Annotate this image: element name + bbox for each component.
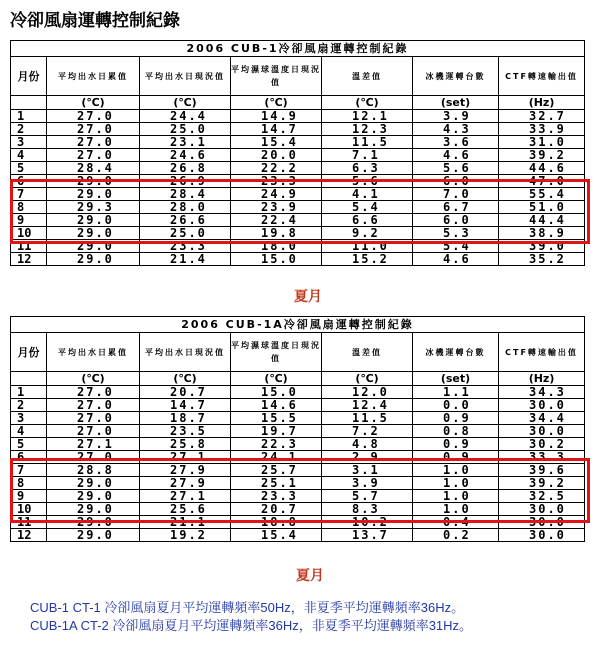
cell-avg-wet-bulb: 24.1: [231, 451, 322, 464]
cell-chiller-count: 5.6: [413, 162, 499, 175]
cell-avg-wet-bulb: 20.0: [231, 149, 322, 162]
cell-chiller-count: 1.0: [413, 490, 499, 503]
cell-avg-wet-bulb: 14.9: [231, 110, 322, 123]
header-avg-outlet-current: 平均出水日現況值: [140, 57, 231, 96]
table-row: [11, 123, 585, 136]
cell-temp-diff: 8.3: [322, 503, 413, 516]
cell-chiller-count: 4.6: [413, 253, 499, 266]
header-avg-outlet-cumulative: 平均出水日累值: [47, 57, 140, 96]
table-row: [11, 149, 585, 162]
unit-cell: (set): [413, 96, 499, 110]
cell-avg-wet-bulb: 14.7: [231, 123, 322, 136]
table-row: [11, 386, 585, 399]
unit-cell: (Hz): [499, 96, 585, 110]
cell-chiller-count: 1.0: [413, 503, 499, 516]
unit-cell: (℃): [47, 372, 140, 386]
cell-avg-outlet-current: 25.8: [140, 438, 231, 451]
header-temp-diff: 溫差值: [322, 57, 413, 96]
cell-month: 6: [11, 175, 47, 188]
cell-avg-outlet-current: 28.0: [140, 201, 231, 214]
cell-ctf-speed: 30.0: [499, 529, 585, 542]
cell-avg-outlet-cumulative: 27.0: [47, 123, 140, 136]
cell-month: 3: [11, 136, 47, 149]
cell-avg-outlet-current: 21.4: [140, 253, 231, 266]
header-ctf-speed: CTF轉速輸出值: [499, 57, 585, 96]
cell-temp-diff: 12.3: [322, 123, 413, 136]
cell-temp-diff: 7.2: [322, 425, 413, 438]
cell-avg-wet-bulb: 14.6: [231, 399, 322, 412]
cell-ctf-speed: 34.3: [499, 386, 585, 399]
page-title: 冷卻風扇運轉控制紀錄: [10, 11, 180, 31]
cell-avg-outlet-cumulative: 27.1: [47, 438, 140, 451]
cell-month: 7: [11, 464, 47, 477]
cell-avg-outlet-cumulative: 29.0: [47, 253, 140, 266]
cell-temp-diff: 12.0: [322, 386, 413, 399]
cell-temp-diff: 13.7: [322, 529, 413, 542]
cell-temp-diff: 9.2: [322, 227, 413, 240]
table-row: [11, 399, 585, 412]
cell-month: 7: [11, 188, 47, 201]
table-title: 2006 CUB-1A冷卻風扇運轉控制紀錄: [11, 317, 585, 333]
cell-avg-outlet-cumulative: 27.0: [47, 412, 140, 425]
cell-avg-wet-bulb: 15.4: [231, 529, 322, 542]
cell-chiller-count: 0.0: [413, 399, 499, 412]
cell-avg-wet-bulb: 25.1: [231, 477, 322, 490]
header-month: 月份: [11, 333, 47, 372]
cell-ctf-speed: 31.0: [499, 136, 585, 149]
cell-avg-outlet-current: 19.2: [140, 529, 231, 542]
table-row: [11, 412, 585, 425]
table-row: [11, 438, 585, 451]
cell-ctf-speed: 32.5: [499, 490, 585, 503]
cell-month: 1: [11, 110, 47, 123]
cell-avg-wet-bulb: 15.5: [231, 412, 322, 425]
cell-ctf-speed: 39.6: [499, 464, 585, 477]
cell-avg-outlet-cumulative: 27.0: [47, 110, 140, 123]
cell-ctf-speed: 33.3: [499, 451, 585, 464]
header-chiller-count: 冰機運轉台數: [413, 57, 499, 96]
unit-cell: (℃): [322, 372, 413, 386]
cell-avg-outlet-cumulative: 29.0: [47, 214, 140, 227]
cell-avg-outlet-cumulative: 29.0: [47, 227, 140, 240]
cell-chiller-count: 7.0: [413, 188, 499, 201]
cell-avg-outlet-current: 24.4: [140, 110, 231, 123]
cell-chiller-count: 3.9: [413, 110, 499, 123]
cell-month: 5: [11, 438, 47, 451]
cell-month: 9: [11, 214, 47, 227]
cell-avg-outlet-cumulative: 29.0: [47, 188, 140, 201]
cell-month: 10: [11, 227, 47, 240]
cell-ctf-speed: 39.2: [499, 149, 585, 162]
cell-avg-outlet-cumulative: 27.0: [47, 425, 140, 438]
cell-ctf-speed: 30.0: [499, 425, 585, 438]
cell-month: 2: [11, 399, 47, 412]
cell-chiller-count: 6.7: [413, 201, 499, 214]
cell-avg-outlet-cumulative: 29.0: [47, 516, 140, 529]
cell-ctf-speed: 47.0: [499, 175, 585, 188]
cell-avg-outlet-cumulative: 29.3: [47, 201, 140, 214]
unit-cell: (℃): [231, 372, 322, 386]
cell-month: 10: [11, 503, 47, 516]
header-chiller-count: 冰機運轉台數: [413, 333, 499, 372]
note-cub1: CUB-1 CT-1 冷卻風扇夏月平均運轉頻率50Hz，非夏季平均運轉頻率36Hz。: [30, 600, 465, 615]
cell-month: 5: [11, 162, 47, 175]
header-avg-outlet-current: 平均出水日現況值: [140, 333, 231, 372]
cell-temp-diff: 4.8: [322, 438, 413, 451]
cell-avg-outlet-current: 25.0: [140, 227, 231, 240]
cell-avg-wet-bulb: 15.4: [231, 136, 322, 149]
summer-highlight-box-2: [10, 458, 590, 523]
cell-chiller-count: 0.8: [413, 425, 499, 438]
cell-avg-wet-bulb: 23.3: [231, 490, 322, 503]
header-ctf-speed: CTF轉速輸出值: [499, 333, 585, 372]
cell-avg-outlet-current: 28.4: [140, 188, 231, 201]
cell-ctf-speed: 30.0: [499, 516, 585, 529]
unit-cell: (℃): [140, 372, 231, 386]
cell-avg-outlet-current: 20.7: [140, 386, 231, 399]
cell-ctf-speed: 34.4: [499, 412, 585, 425]
cell-temp-diff: 6.6: [322, 214, 413, 227]
cell-temp-diff: 3.9: [322, 477, 413, 490]
cell-temp-diff: 12.4: [322, 399, 413, 412]
cell-temp-diff: 11.0: [322, 240, 413, 253]
cell-avg-outlet-current: 23.5: [140, 425, 231, 438]
header-month: 月份: [11, 57, 47, 96]
header-avg-outlet-cumulative: 平均出水日累值: [47, 333, 140, 372]
cell-avg-outlet-current: 27.1: [140, 490, 231, 503]
cell-temp-diff: 15.2: [322, 253, 413, 266]
table-row: [11, 110, 585, 123]
cell-avg-wet-bulb: 15.0: [231, 386, 322, 399]
cell-avg-outlet-current: 25.0: [140, 123, 231, 136]
unit-cell: (set): [413, 372, 499, 386]
summer-label-2: 夏月: [296, 568, 324, 584]
cell-chiller-count: 4.3: [413, 123, 499, 136]
cell-chiller-count: 0.2: [413, 529, 499, 542]
cell-ctf-speed: 33.9: [499, 123, 585, 136]
cell-ctf-speed: 51.0: [499, 201, 585, 214]
cell-avg-wet-bulb: 23.3: [231, 175, 322, 188]
cell-avg-wet-bulb: 24.9: [231, 188, 322, 201]
cell-chiller-count: 3.6: [413, 136, 499, 149]
cell-month: 12: [11, 253, 47, 266]
cell-avg-outlet-current: 23.1: [140, 136, 231, 149]
cell-avg-wet-bulb: 22.4: [231, 214, 322, 227]
summer-label-1: 夏月: [294, 289, 322, 305]
cell-avg-wet-bulb: 18.0: [231, 240, 322, 253]
cell-ctf-speed: 55.4: [499, 188, 585, 201]
unit-cell: (℃): [231, 96, 322, 110]
table-row: [11, 162, 585, 175]
cell-avg-wet-bulb: 19.8: [231, 227, 322, 240]
cell-temp-diff: 2.9: [322, 451, 413, 464]
cell-avg-outlet-cumulative: 28.8: [47, 464, 140, 477]
cell-ctf-speed: 39.2: [499, 477, 585, 490]
cell-month: 11: [11, 516, 47, 529]
cell-avg-outlet-cumulative: 27.0: [47, 451, 140, 464]
cell-temp-diff: 5.6: [322, 175, 413, 188]
cell-avg-outlet-current: 21.1: [140, 516, 231, 529]
cell-avg-outlet-current: 27.9: [140, 477, 231, 490]
cell-avg-wet-bulb: 22.3: [231, 438, 322, 451]
cell-ctf-speed: 39.0: [499, 240, 585, 253]
cell-avg-outlet-current: 23.3: [140, 240, 231, 253]
cell-avg-outlet-current: 27.1: [140, 451, 231, 464]
table-row: [11, 136, 585, 149]
cell-avg-outlet-current: 14.7: [140, 399, 231, 412]
cell-ctf-speed: 30.2: [499, 438, 585, 451]
cell-avg-outlet-current: 26.8: [140, 162, 231, 175]
cell-month: 4: [11, 425, 47, 438]
cell-avg-outlet-cumulative: 27.0: [47, 386, 140, 399]
note-cub1a: CUB-1A CT-2 冷卻風扇夏月平均運轉頻率36Hz，非夏季平均運轉頻率31Hz。: [30, 618, 473, 633]
cell-avg-outlet-cumulative: 29.0: [47, 175, 140, 188]
cell-temp-diff: 11.5: [322, 136, 413, 149]
cell-month: 11: [11, 240, 47, 253]
cell-avg-outlet-cumulative: 28.4: [47, 162, 140, 175]
cell-avg-outlet-current: 18.7: [140, 412, 231, 425]
cell-ctf-speed: 35.2: [499, 253, 585, 266]
cell-avg-outlet-current: 24.6: [140, 149, 231, 162]
cell-chiller-count: 0.9: [413, 438, 499, 451]
cell-avg-wet-bulb: 20.7: [231, 503, 322, 516]
cell-avg-wet-bulb: 23.9: [231, 201, 322, 214]
cell-avg-wet-bulb: 25.7: [231, 464, 322, 477]
cell-chiller-count: 6.0: [413, 214, 499, 227]
cell-month: 4: [11, 149, 47, 162]
cell-avg-outlet-cumulative: 27.0: [47, 149, 140, 162]
cell-temp-diff: 7.1: [322, 149, 413, 162]
cell-avg-outlet-current: 26.6: [140, 214, 231, 227]
cell-temp-diff: 10.2: [322, 516, 413, 529]
cell-temp-diff: 11.5: [322, 412, 413, 425]
cell-month: 6: [11, 451, 47, 464]
cell-temp-diff: 6.3: [322, 162, 413, 175]
cell-ctf-speed: 44.6: [499, 162, 585, 175]
cell-avg-outlet-current: 27.9: [140, 464, 231, 477]
cell-ctf-speed: 30.0: [499, 399, 585, 412]
header-temp-diff: 溫差值: [322, 333, 413, 372]
cell-avg-outlet-cumulative: 29.0: [47, 503, 140, 516]
cell-avg-wet-bulb: 18.8: [231, 516, 322, 529]
cell-temp-diff: 5.7: [322, 490, 413, 503]
cell-chiller-count: 6.0: [413, 175, 499, 188]
cell-ctf-speed: 30.0: [499, 503, 585, 516]
cell-avg-outlet-cumulative: 29.0: [47, 529, 140, 542]
cell-avg-wet-bulb: 19.7: [231, 425, 322, 438]
cell-ctf-speed: 38.9: [499, 227, 585, 240]
cell-ctf-speed: 32.7: [499, 110, 585, 123]
cell-chiller-count: 1.1: [413, 386, 499, 399]
cell-chiller-count: 5.4: [413, 240, 499, 253]
header-avg-wet-bulb: 平均濕球溫度日現況值: [231, 333, 322, 372]
cell-chiller-count: 1.0: [413, 464, 499, 477]
table-row: [11, 253, 585, 266]
cell-temp-diff: 5.4: [322, 201, 413, 214]
cell-month: 8: [11, 477, 47, 490]
cell-month: 8: [11, 201, 47, 214]
cell-avg-outlet-cumulative: 29.0: [47, 240, 140, 253]
cell-avg-wet-bulb: 22.2: [231, 162, 322, 175]
table-row: [11, 529, 585, 542]
unit-cell: (℃): [322, 96, 413, 110]
unit-cell: (Hz): [499, 372, 585, 386]
cell-chiller-count: 5.3: [413, 227, 499, 240]
table-row: [11, 425, 585, 438]
unit-cell: (℃): [140, 96, 231, 110]
cell-ctf-speed: 44.4: [499, 214, 585, 227]
cell-month: 3: [11, 412, 47, 425]
cell-month: 9: [11, 490, 47, 503]
unit-cell: (℃): [47, 96, 140, 110]
cell-month: 1: [11, 386, 47, 399]
cell-month: 2: [11, 123, 47, 136]
cell-temp-diff: 12.1: [322, 110, 413, 123]
unit-blank: [11, 96, 47, 110]
cell-avg-outlet-cumulative: 27.0: [47, 399, 140, 412]
cell-chiller-count: 0.9: [413, 412, 499, 425]
cell-avg-wet-bulb: 15.0: [231, 253, 322, 266]
cell-month: 12: [11, 529, 47, 542]
cell-avg-outlet-cumulative: 29.0: [47, 490, 140, 503]
cell-avg-outlet-cumulative: 29.0: [47, 477, 140, 490]
cell-chiller-count: 4.6: [413, 149, 499, 162]
cell-chiller-count: 0.9: [413, 451, 499, 464]
cell-temp-diff: 4.1: [322, 188, 413, 201]
summer-highlight-box-1: [10, 179, 590, 244]
unit-blank: [11, 372, 47, 386]
cell-temp-diff: 3.1: [322, 464, 413, 477]
table-title: 2006 CUB-1冷卻風扇運轉控制紀錄: [11, 41, 585, 57]
header-avg-wet-bulb: 平均濕球溫度日現況值: [231, 57, 322, 96]
cell-chiller-count: 1.0: [413, 477, 499, 490]
cell-avg-outlet-current: 25.6: [140, 503, 231, 516]
cell-avg-outlet-cumulative: 27.0: [47, 136, 140, 149]
cell-chiller-count: 0.4: [413, 516, 499, 529]
cell-avg-outlet-current: 26.9: [140, 175, 231, 188]
